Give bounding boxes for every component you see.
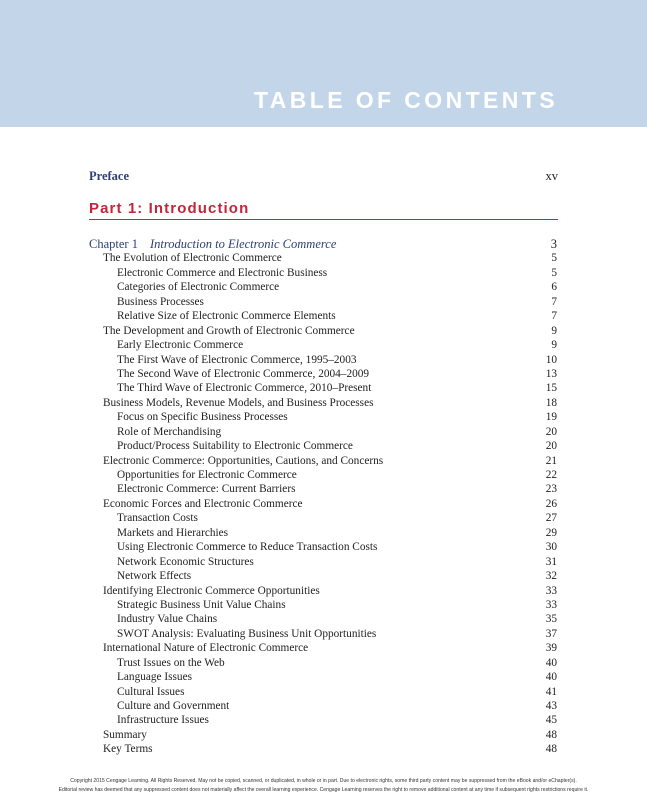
chapter-title: Introduction to Electronic Commerce: [149, 237, 337, 251]
toc-entry-page: 35: [545, 613, 557, 626]
toc-entry-text: Product/Process Suitability to Electronic Commerce: [117, 440, 353, 453]
toc-entry-page: 7: [551, 310, 557, 323]
toc-entry: [89, 627, 558, 641]
toc-entry-text: Relative Size of Electronic Commerce Elements: [117, 310, 336, 323]
toc-entry-page: 31: [545, 555, 557, 568]
toc-entry: [89, 367, 558, 381]
toc-entry: [89, 699, 558, 713]
toc-entry: [89, 612, 558, 626]
toc-entry: [89, 338, 558, 352]
toc-entry: [89, 353, 558, 367]
toc-entry: [89, 324, 558, 338]
toc-entry: [89, 540, 558, 554]
toc-entry: [89, 728, 558, 742]
toc-entry-text: Culture and Government: [117, 700, 230, 712]
copyright-line-2: Editorial review has deemed that any suppressed content does not materially affect the overall learning experience. Cengage Learning reserves the right to remove additional content at any time if subsequent rights restrictions require it.: [58, 787, 589, 793]
toc-entry-text: Markets and Hierarchies: [117, 526, 229, 539]
toc-entry-text: Focus on Specific Business Processes: [117, 411, 288, 424]
toc-entry-text: Electronic Commerce and Electronic Business: [117, 266, 328, 279]
toc-entry-page: 39: [545, 642, 557, 655]
toc-entry-text: International Nature of Electronic Commerce: [103, 642, 309, 655]
toc-entry-text: The Third Wave of Electronic Commerce, 2010–Present: [117, 382, 372, 395]
toc-entry-text: Infrastructure Issues: [117, 714, 209, 727]
toc-entry-page: 22: [545, 469, 557, 481]
toc-entry-page: 9: [551, 339, 557, 352]
toc-entry-text: Language Issues: [117, 671, 192, 684]
toc-entry: [89, 468, 558, 482]
toc-entry: [89, 656, 558, 670]
toc-entry-text: Industry Value Chains: [117, 613, 218, 626]
toc-entry-text: Summary: [103, 728, 147, 741]
toc-entry: [89, 396, 558, 410]
preface-entry: [89, 169, 558, 185]
toc-entry-text: Business Processes: [117, 295, 204, 308]
toc-entry-text: Transaction Costs: [117, 512, 198, 525]
page-title: TABLE OF CONTENTS: [254, 87, 558, 113]
toc-entry-text: Electronic Commerce: Current Barriers: [117, 483, 296, 496]
toc-entry-page: 15: [545, 382, 557, 395]
toc-entry: [89, 425, 558, 439]
toc-entry-text: The Second Wave of Electronic Commerce, 2004–2009: [117, 367, 370, 380]
toc-entry: [89, 251, 558, 265]
toc-entry-text: The First Wave of Electronic Commerce, 1995–2003: [117, 353, 357, 366]
toc-entry-page: 20: [545, 440, 557, 453]
toc-entry: [89, 439, 558, 453]
header-banner: [0, 0, 647, 127]
toc-entry: [89, 381, 558, 395]
toc-entry-page: 9: [551, 324, 557, 337]
toc-entry-page: 45: [545, 714, 557, 727]
toc-entry-page: 29: [545, 526, 557, 539]
preface-label: Preface: [89, 169, 130, 183]
toc-entry-page: 27: [545, 512, 557, 525]
toc-entry-page: 23: [545, 483, 557, 496]
toc-entry-text: Cultural Issues: [117, 685, 185, 698]
toc-entry-page: 41: [545, 685, 557, 698]
toc-entry: [89, 511, 558, 525]
chapter-page: 3: [550, 237, 557, 251]
toc-entry-text: The Development and Growth of Electronic Commerce: [103, 324, 355, 337]
toc-entry: [89, 497, 558, 511]
toc-entry-text: Categories of Electronic Commerce: [117, 281, 280, 294]
toc-entry-page: 43: [545, 700, 557, 712]
toc-entry-text: Role of Merchandising: [117, 425, 222, 438]
chapter-label: Chapter 1: [89, 237, 138, 251]
toc-entry: [89, 309, 558, 323]
toc-entry-page: 40: [545, 656, 557, 669]
preface-page: xv: [545, 169, 558, 183]
toc-entry: [89, 685, 558, 699]
toc-entry-text: SWOT Analysis: Evaluating Business Unit Opportunities: [117, 627, 377, 640]
toc-entry-text: Key Terms: [103, 743, 153, 756]
toc-entry-text: Business Models, Revenue Models, and Business Processes: [103, 396, 374, 409]
toc-entry-page: 13: [545, 367, 557, 380]
toc-entry-page: 32: [545, 570, 557, 583]
toc-entry: [89, 280, 558, 294]
toc-entry-page: 18: [545, 396, 557, 409]
toc-entry-page: 48: [545, 728, 557, 741]
toc-entry: [89, 482, 558, 496]
toc-entry-text: Trust Issues on the Web: [117, 656, 225, 669]
toc-entry: [89, 454, 558, 468]
toc-entry: [89, 742, 558, 756]
toc-entry-page: 21: [545, 454, 557, 467]
toc-entry-page: 10: [545, 353, 557, 366]
toc-entry: [89, 295, 558, 309]
toc-entry-page: 30: [545, 541, 557, 554]
chapter-entry: [89, 237, 558, 251]
toc-entry: [89, 641, 558, 655]
toc-entry: [89, 670, 558, 684]
toc-entry-page: 7: [551, 295, 557, 308]
toc-entry-page: 26: [545, 497, 557, 510]
copyright-line-1: Copyright 2015 Cengage Learning. All Rights Reserved. May not be copied, scanned, or duplicated, in whole or in part. Due to electronic rights, some third party content may be suppressed from the eBook and/or eChapter(s).: [70, 778, 577, 784]
toc-entry-page: 37: [545, 627, 557, 640]
toc-entry: [89, 266, 558, 280]
toc-entry-page: 20: [545, 425, 557, 438]
toc-entry-page: 40: [545, 671, 557, 684]
part-title: Part 1: Introduction: [89, 200, 250, 217]
toc-entry-text: Economic Forces and Electronic Commerce: [103, 497, 303, 510]
toc-entry: [89, 569, 558, 583]
toc-entry: [89, 410, 558, 424]
toc-entry-page: 6: [551, 281, 557, 294]
toc-entry-text: Network Effects: [117, 570, 192, 583]
toc-entry: [89, 555, 558, 569]
toc-entry-text: Identifying Electronic Commerce Opportunities: [103, 584, 320, 597]
toc-entry: [89, 713, 558, 727]
toc-entry-page: 5: [551, 252, 557, 265]
toc-entry: [89, 598, 558, 612]
toc-entry: [89, 526, 558, 540]
toc-entry-page: 19: [545, 411, 557, 424]
toc-entry-text: Using Electronic Commerce to Reduce Transaction Costs: [117, 541, 378, 554]
part-divider: [89, 219, 558, 220]
toc-entry-page: 33: [545, 584, 557, 597]
toc-entry-page: 33: [545, 598, 557, 611]
toc-entry: [89, 584, 558, 598]
toc-entry-text: Strategic Business Unit Value Chains: [117, 598, 286, 611]
toc-entry-text: Electronic Commerce: Opportunities, Cautions, and Concerns: [103, 454, 384, 467]
toc-list: [89, 237, 558, 757]
toc-entry-text: Early Electronic Commerce: [117, 339, 244, 352]
toc-entry-page: 5: [551, 266, 557, 279]
toc-entry-text: The Evolution of Electronic Commerce: [103, 252, 282, 265]
toc-entry-page: 48: [545, 743, 557, 756]
toc-entry-text: Network Economic Structures: [117, 555, 254, 568]
toc-entry-text: Opportunities for Electronic Commerce: [117, 469, 297, 481]
